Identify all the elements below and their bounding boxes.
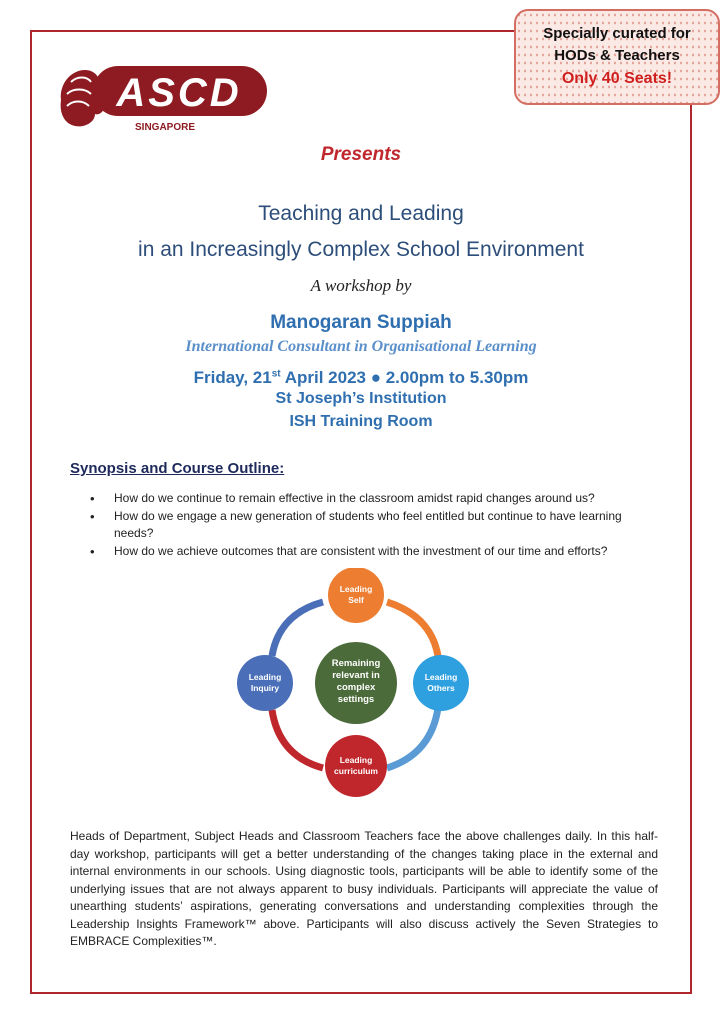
event-room: ISH Training Room xyxy=(289,413,433,430)
badge-seats: Only 40 Seats! xyxy=(561,70,673,87)
event-date-suffix: st xyxy=(271,368,281,380)
arc-left-top xyxy=(272,602,323,656)
byline: A workshop by xyxy=(310,276,412,295)
ascd-logo xyxy=(55,60,270,135)
node-left-line-1: Leading xyxy=(248,672,282,682)
event-date-time: April 2023 ● 2.00pm to 5.30pm xyxy=(280,368,529,387)
seats-badge xyxy=(514,9,720,105)
arc-bottom-left xyxy=(272,710,323,768)
node-bottom-line-1: Leading xyxy=(339,755,373,765)
node-center-line-4: settings xyxy=(337,694,375,705)
node-center-line-3: complex xyxy=(336,682,376,693)
speaker-role: International Consultant in Organisational Learning xyxy=(185,338,537,355)
question-list xyxy=(70,490,660,561)
node-top-line-2: Self xyxy=(348,595,364,605)
workshop-title-line-2: in an Increasingly Complex School Environment xyxy=(138,238,584,261)
list-item: • How do we engage a new generation of students who feel entitled but continue to have learning needs? xyxy=(70,508,660,542)
arc-top-right xyxy=(387,602,438,656)
node-bottom-line-2: curriculum xyxy=(334,766,378,776)
speaker-name: Manogaran Suppiah xyxy=(270,312,452,333)
node-right-line-2: Others xyxy=(427,683,455,693)
workshop-title-line-1: Teaching and Leading xyxy=(258,202,464,225)
logo-wordmark: ASCD xyxy=(116,71,242,115)
node-left-line-2: Inquiry xyxy=(250,683,280,693)
event-venue: St Joseph’s Institution xyxy=(275,390,447,407)
event-date-day: Friday, 21 xyxy=(193,368,272,387)
event-date xyxy=(30,368,692,388)
node-top-line-1: Leading xyxy=(339,584,373,594)
node-center-line-2: relevant in xyxy=(332,670,380,681)
workshop-description: Heads of Department, Subject Heads and Classroom Teachers face the above challenges daily. In this half-day workshop, participants will get a better understanding of the changes taking place in the external and internal environments in our schools. Using diagnostic tools, participants will be able to identify some of the underlying issues that are not always apparent to busy individuals. Participants will appreciate the value of unearthing students’ aspirations, generating conversations and understanding complexities through the Leadership Insights Framework™ above. Participants will also discuss actively the Seven Strategies to EMBRACE Complexities™. xyxy=(70,829,658,948)
presents-label: Presents xyxy=(320,144,402,165)
list-item: • How do we achieve outcomes that are consistent with the investment of our time and efforts? xyxy=(70,543,660,560)
list-item: • How do we continue to remain effective in the classroom amidst rapid changes around us? xyxy=(70,490,660,507)
node-right-line-1: Leading xyxy=(424,672,458,682)
badge-line-2: HODs & Teachers xyxy=(554,47,680,64)
logo-subtext: SINGAPORE xyxy=(135,122,196,133)
node-center-line-1: Remaining xyxy=(331,658,381,669)
badge-line-1: Specially curated for xyxy=(543,25,691,42)
synopsis-heading: Synopsis and Course Outline: xyxy=(70,460,285,477)
arc-right-bottom xyxy=(387,708,438,768)
leadership-insights-diagram xyxy=(235,568,477,800)
